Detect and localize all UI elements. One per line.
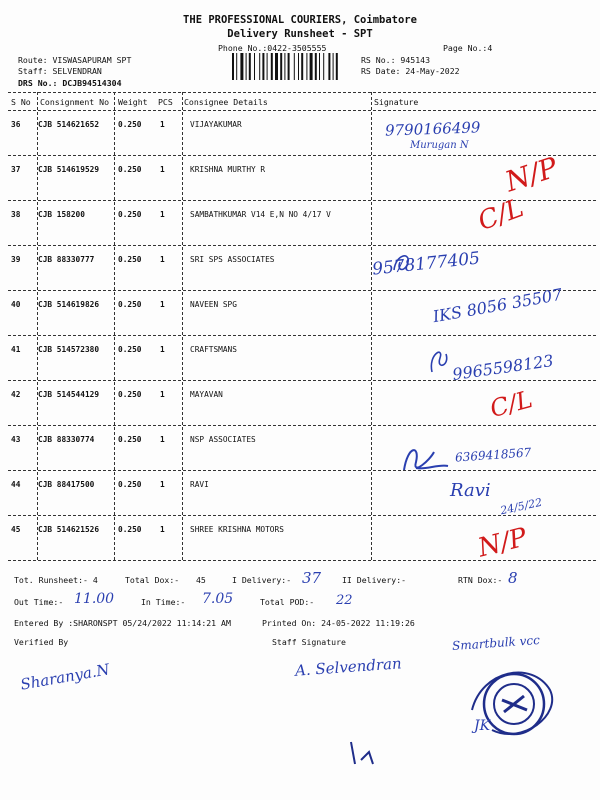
row-sno: 40 bbox=[11, 300, 21, 309]
barcode-bar bbox=[249, 53, 251, 80]
row-weight: 0.250 bbox=[118, 165, 142, 174]
row-consignment-no: CJB 514544129 bbox=[38, 390, 100, 399]
row-sno: 39 bbox=[11, 255, 21, 264]
col-consignee: Consignee Details bbox=[184, 97, 268, 107]
row-divider bbox=[8, 335, 596, 336]
barcode bbox=[230, 53, 355, 80]
row-pcs: 1 bbox=[160, 435, 165, 444]
row-weight: 0.250 bbox=[118, 435, 142, 444]
scribble-signature bbox=[398, 440, 458, 480]
row-divider bbox=[8, 470, 596, 471]
row-sno: 42 bbox=[11, 390, 21, 399]
barcode-bar bbox=[240, 53, 243, 80]
barcode-bar bbox=[280, 53, 282, 80]
barcode-bar bbox=[336, 53, 338, 80]
barcode-bar bbox=[267, 53, 268, 80]
rs-number: RS No.: 945143 bbox=[361, 55, 431, 65]
total-pod-value: 22 bbox=[336, 593, 353, 608]
scribble-mark bbox=[345, 738, 385, 768]
row-consignee: RAVI bbox=[190, 480, 209, 489]
barcode-bar bbox=[333, 53, 334, 80]
route: Route: VISWASAPURAM SPT bbox=[18, 55, 132, 65]
entered-by: Entered By :SHARONSPT 05/24/2022 11:14:21 AM bbox=[14, 618, 231, 628]
row-consignee: SHREE KRISHNA MOTORS bbox=[190, 525, 284, 534]
barcode-bar bbox=[288, 53, 290, 80]
tot-runsheet: Tot. Runsheet:- 4 bbox=[14, 575, 98, 585]
row-divider bbox=[8, 425, 596, 426]
row-sno: 45 bbox=[11, 525, 21, 534]
handwritten-phone: 6369418567 bbox=[454, 445, 532, 465]
barcode-bar bbox=[301, 53, 303, 80]
row-consignee: NAVEEN SPG bbox=[190, 300, 237, 309]
rtn-dox-label: RTN Dox:- bbox=[458, 575, 503, 585]
row-consignment-no: CJB 514619529 bbox=[38, 165, 100, 174]
in-time-value: 7.05 bbox=[202, 591, 234, 607]
verified-by-label: Verified By bbox=[14, 637, 69, 647]
barcode-bar bbox=[254, 53, 255, 80]
row-consignment-no: CJB 514621526 bbox=[38, 525, 100, 534]
barcode-bar bbox=[323, 53, 324, 80]
row-consignment-no: CJB 88417500 bbox=[38, 480, 95, 489]
barcode-bar bbox=[246, 53, 247, 80]
handwritten-initials: JK bbox=[474, 718, 491, 734]
row-divider bbox=[8, 380, 596, 381]
page-number: Page No.:4 bbox=[443, 43, 493, 53]
handwritten-name: Murugan N bbox=[410, 140, 469, 151]
row-pcs: 1 bbox=[160, 120, 165, 129]
barcode-bar bbox=[275, 53, 278, 80]
company-name: THE PROFESSIONAL COURIERS, Coimbatore bbox=[183, 14, 417, 26]
barcode-bar bbox=[319, 53, 320, 80]
col-divider bbox=[114, 92, 115, 560]
i-delivery-value: 37 bbox=[302, 569, 322, 587]
row-sno: 44 bbox=[11, 480, 21, 489]
sheet-title: Delivery Runsheet - SPT bbox=[227, 28, 373, 40]
staff-signature-label: Staff Signature bbox=[272, 637, 346, 647]
row-consignee: VIJAYAKUMAR bbox=[190, 120, 242, 129]
handwritten-phone: 9790166499 bbox=[384, 118, 481, 140]
row-sno: 36 bbox=[11, 120, 21, 129]
handwritten-cl-mark: C/L bbox=[487, 384, 536, 424]
total-pod-label: Total POD:- bbox=[260, 597, 315, 607]
handwritten-note: Smartbulk vcc bbox=[451, 632, 541, 654]
barcode-bar bbox=[328, 53, 330, 80]
row-consignee: NSP ASSOCIATES bbox=[190, 435, 256, 444]
rs-date: RS Date: 24-May-2022 bbox=[361, 66, 460, 76]
row-divider bbox=[8, 155, 596, 156]
ii-delivery-label: II Delivery:- bbox=[342, 575, 407, 585]
row-pcs: 1 bbox=[160, 525, 165, 534]
col-divider bbox=[371, 92, 372, 560]
handwritten-phone: 9578177405 bbox=[371, 248, 481, 280]
table-header-border bbox=[8, 110, 596, 111]
table-top-border bbox=[8, 92, 596, 93]
handwritten-note: IKS 8056 35507 bbox=[431, 284, 564, 327]
col-divider bbox=[37, 92, 38, 560]
col-divider bbox=[182, 92, 183, 560]
drs-number: DRS No.: DCJB94514304 bbox=[18, 78, 122, 88]
barcode-bar bbox=[236, 53, 237, 80]
table-bottom-border bbox=[8, 560, 596, 561]
row-consignee: MAYAVAN bbox=[190, 390, 223, 399]
col-pcs: PCS bbox=[158, 97, 173, 107]
row-weight: 0.250 bbox=[118, 255, 142, 264]
row-consignment-no: CJB 88330777 bbox=[38, 255, 95, 264]
total-dox-label: Total Dox:- bbox=[125, 575, 180, 585]
barcode-bar bbox=[294, 53, 295, 80]
handwritten-signature: Ravi bbox=[450, 480, 491, 501]
verified-signature: Sharanya.N bbox=[19, 660, 111, 694]
total-dox-value: 45 bbox=[196, 575, 206, 585]
row-weight: 0.250 bbox=[118, 525, 142, 534]
scribble-signature bbox=[424, 342, 454, 378]
handwritten-np-mark: N/P bbox=[475, 522, 530, 564]
col-weight: Weight bbox=[118, 97, 148, 107]
staff-name: Staff: SELVENDRAN bbox=[18, 66, 102, 76]
row-consignment-no: CJB 514572380 bbox=[38, 345, 100, 354]
row-weight: 0.250 bbox=[118, 210, 142, 219]
handwritten-phone: 9965598123 bbox=[451, 351, 555, 384]
handwritten-cl-mark: C/L bbox=[474, 193, 528, 237]
row-divider bbox=[8, 245, 596, 246]
row-pcs: 1 bbox=[160, 210, 165, 219]
printed-on: Printed On: 24-05-2022 11:19:26 bbox=[262, 618, 415, 628]
row-consignment-no: CJB 158200 bbox=[38, 210, 85, 219]
row-weight: 0.250 bbox=[118, 345, 142, 354]
row-divider bbox=[8, 290, 596, 291]
handwritten-date: 24/5/22 bbox=[499, 495, 544, 518]
row-consignment-no: CJB 514621652 bbox=[38, 120, 100, 129]
barcode-bar bbox=[262, 53, 264, 80]
row-pcs: 1 bbox=[160, 165, 165, 174]
barcode-bar bbox=[310, 53, 313, 80]
row-weight: 0.250 bbox=[118, 480, 142, 489]
row-sno: 43 bbox=[11, 435, 21, 444]
row-consignee: SAMBATHKUMAR V14 E,N NO 4/17 V bbox=[190, 210, 331, 219]
row-consignee: CRAFTSMANS bbox=[190, 345, 237, 354]
barcode-bar bbox=[298, 53, 299, 80]
barcode-bar bbox=[315, 53, 317, 80]
row-pcs: 1 bbox=[160, 255, 165, 264]
stamp-icon bbox=[462, 660, 562, 750]
out-time-value: 11.00 bbox=[74, 591, 115, 607]
barcode-bar bbox=[271, 53, 273, 80]
phone-number: Phone No.:0422-3505555 bbox=[218, 43, 327, 53]
row-pcs: 1 bbox=[160, 300, 165, 309]
row-weight: 0.250 bbox=[118, 300, 142, 309]
col-consignment: Consignment No bbox=[40, 97, 110, 107]
col-sno: S No bbox=[11, 97, 31, 107]
barcode-bar bbox=[232, 53, 234, 80]
barcode-bar bbox=[259, 53, 260, 80]
i-delivery-label: I Delivery:- bbox=[232, 575, 292, 585]
row-pcs: 1 bbox=[160, 480, 165, 489]
barcode-bar bbox=[284, 53, 285, 80]
row-pcs: 1 bbox=[160, 345, 165, 354]
row-consignment-no: CJB 88330774 bbox=[38, 435, 95, 444]
row-weight: 0.250 bbox=[118, 120, 142, 129]
in-time-label: In Time:- bbox=[141, 597, 186, 607]
row-weight: 0.250 bbox=[118, 390, 142, 399]
handwritten-np-mark: N/P bbox=[501, 150, 562, 199]
row-pcs: 1 bbox=[160, 390, 165, 399]
col-signature: Signature bbox=[374, 97, 419, 107]
staff-signature: A. Selvendran bbox=[294, 654, 403, 680]
row-consignee: KRISHNA MURTHY R bbox=[190, 165, 266, 174]
rtn-dox-value: 8 bbox=[508, 569, 518, 587]
barcode-bar bbox=[306, 53, 307, 80]
row-sno: 38 bbox=[11, 210, 21, 219]
row-sno: 37 bbox=[11, 165, 21, 174]
row-sno: 41 bbox=[11, 345, 21, 354]
scribble-signature bbox=[390, 248, 420, 278]
row-consignee: SRI SPS ASSOCIATES bbox=[190, 255, 275, 264]
out-time-label: Out Time:- bbox=[14, 597, 64, 607]
row-consignment-no: CJB 514619826 bbox=[38, 300, 100, 309]
